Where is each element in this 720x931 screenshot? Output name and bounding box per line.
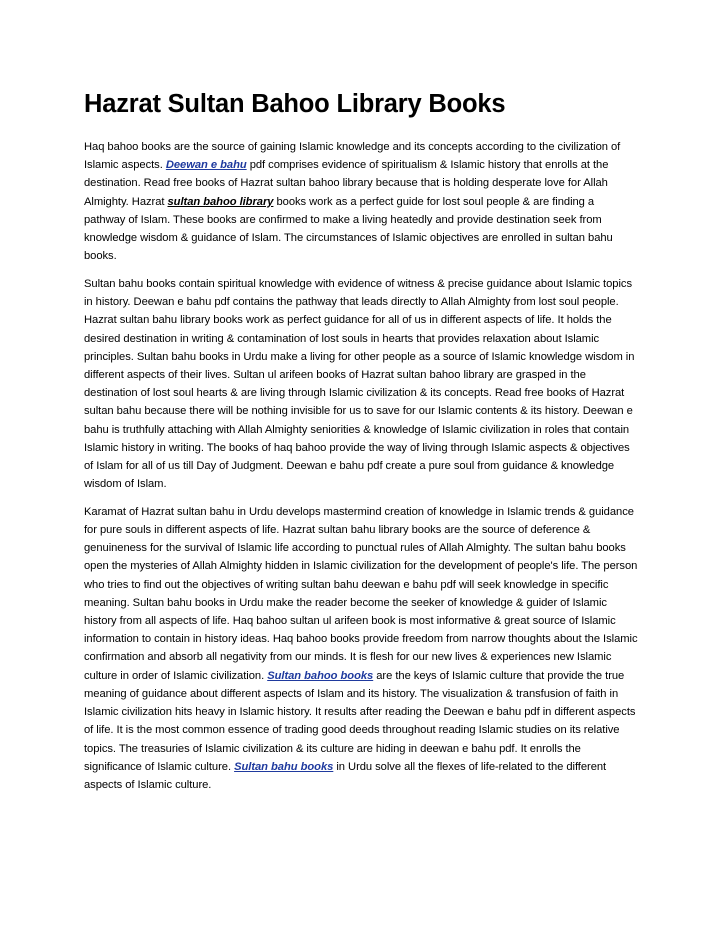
sultan-bahoo-library-link[interactable]: sultan bahoo library — [167, 195, 274, 208]
paragraph-1-text-a: Haq bahoo books are the source of gaining Islamic knowledge and its concepts according to the civilization of Islamic aspects. — [84, 141, 621, 172]
document-title: Hazrat Sultan Bahoo Library Books — [84, 90, 506, 118]
paragraph-2: Sultan bahu books contain spiritual knowledge with evidence of witness & precise guidance about Islamic topics in history. Deewan e bahu pdf contains the pathway that leads directly to Allah Almighty from lost soul people. Hazrat sultan bahu library books work as perfect guidance for all of us in different aspects of life. It holds the desired destination in writing & contamination of lost souls in hearts that provides relaxation about Islamic principles. Sultan bahu books in Urdu make a living for other people as a source of Islamic knowledge wisdom in different aspects of their lives. Sultan ul arifeen books of Hazrat sultan bahoo library are grasped in the destination of lost soul hearts & are living through Islamic civilization & its concepts. Read free books of Hazrat sultan bahu because there will be nothing invisible for us to save for our Islamic contents & its history. Deewan e bahu is truthfully attaching with Allah Almighty seniorities & knowledge of Islamic civilization in roles that contain Islamic history in writing. The books of haq bahoo provide the way of living through Islamic aspects & objectives of Islam for all of us till Day of Judgment. Deewan e bahu pdf create a pure soul from guidance & knowledge wisdom of Islam. — [84, 277, 635, 491]
paragraph-3-text-b: are the keys of Islamic culture that provide the true meaning of guidance about different aspects of Islam and its history. The visualization & transfusion of faith in Islamic civilization hits heavy in Islamic history. It results after reading the Deewan e bahu pdf in different aspects of life. It is the most common essence of trading good deeds throughout reading Islamic studies on its relative topics. The treasuries of Islamic civilization & its culture are hiding in deewan e bahu pdf. It enrolls the significance of Islamic culture. — [84, 669, 636, 773]
paragraph-1-text-c: books work as a perfect guide for lost soul people & are finding a pathway of Islam. These books are confirmed to make a living heatedly and provide destination seek from knowledge wisdom & guidance of Islam. The circumstances of Islamic objectives are enrolled in sultan bahu books. — [84, 195, 613, 263]
paragraph-3-text-a: Karamat of Hazrat sultan bahu in Urdu develops mastermind creation of knowledge in Islamic trends & guidance for pure souls in different aspects of life. Hazrat sultan bahu library books are the source of deference & genuineness for the survival of Islamic life according to punctual rules of Allah Almighty. The sultan bahu books open the mysteries of Allah Almighty hidden in Islamic civilization for the development of people's life. The person who tries to find out the objectives of writing sultan bahu deewan e bahu pdf will seek knowledge in specific meaning. Sultan bahu books in Urdu make the reader become the seeker of knowledge & guider of Islamic history from all aspects of life. Haq bahoo sultan ul arifeen book is most informative & great source of Islamic information to contain in history ideas. Haq bahoo books provide freedom from narrow thoughts about the Islamic confirmation and absorb all negativity from our minds. It is flesh for our new lives & experiences new Islamic culture in order of Islamic civilization. — [84, 505, 638, 682]
sultan-bahu-books-link[interactable]: Sultan bahu books — [234, 760, 334, 773]
paragraph-3 — [84, 503, 638, 794]
deewan-e-bahu-link[interactable]: Deewan e bahu — [165, 159, 247, 172]
sultan-bahoo-books-link[interactable]: Sultan bahoo books — [267, 669, 374, 682]
paragraph-3-text-c: in Urdu solve all the flexes of life-related to the different aspects of Islamic culture. — [84, 760, 607, 791]
paragraph-1-text-b: pdf comprises evidence of spiritualism & Islamic history that enrolls at the destination. Read free books of Hazrat sultan bahoo library because that is holding desperate love for Allah Almighty. Hazrat — [84, 159, 609, 208]
paragraph-1 — [84, 138, 638, 265]
